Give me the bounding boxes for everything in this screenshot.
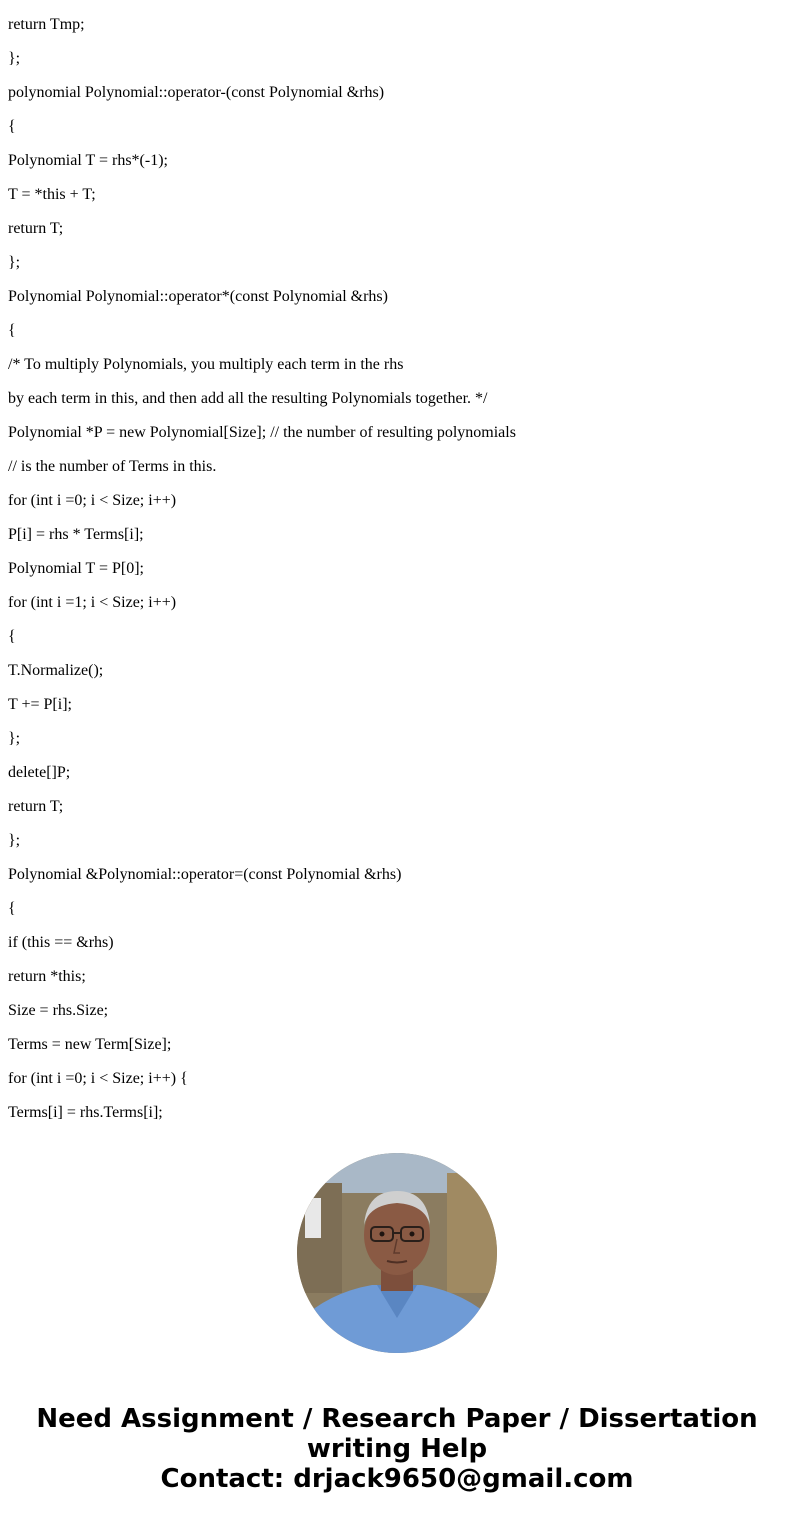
- code-line: return T;: [8, 220, 64, 237]
- code-line: Polynomial *P = new Polynomial[Size]; // the number of resulting polynomials: [8, 424, 516, 441]
- avatar: [297, 1153, 497, 1353]
- code-line: delete[]P;: [8, 764, 71, 781]
- code-line: P[i] = rhs * Terms[i];: [8, 526, 144, 543]
- code-line: {: [8, 900, 16, 917]
- code-line: // is the number of Terms in this.: [8, 458, 217, 475]
- code-listing: [8, 8, 788, 1130]
- code-line: return Tmp;: [8, 16, 85, 33]
- code-line: /* To multiply Polynomials, you multiply each term in the rhs: [8, 356, 404, 373]
- code-line: Size = rhs.Size;: [8, 1002, 109, 1019]
- footer-banner: [0, 1404, 794, 1494]
- footer-contact: Contact: drjack9650@gmail.com: [160, 1464, 634, 1494]
- code-line: Polynomial &Polynomial::operator=(const Polynomial &rhs): [8, 866, 402, 883]
- code-line: return *this;: [8, 968, 86, 985]
- code-line: {: [8, 322, 16, 339]
- footer-line-2: writing Help: [306, 1434, 488, 1464]
- code-line: Terms = new Term[Size];: [8, 1036, 172, 1053]
- code-line: T = *this + T;: [8, 186, 96, 203]
- code-line: };: [8, 730, 21, 747]
- person-portrait-icon: [297, 1153, 497, 1353]
- code-line: {: [8, 628, 16, 645]
- code-line: Polynomial Polynomial::operator*(const Polynomial &rhs): [8, 288, 388, 305]
- code-line: {: [8, 118, 16, 135]
- code-line: Polynomial T = rhs*(-1);: [8, 152, 168, 169]
- code-line: T.Normalize();: [8, 662, 104, 679]
- code-line: for (int i =0; i < Size; i++) {: [8, 1070, 188, 1087]
- code-line: for (int i =0; i < Size; i++): [8, 492, 177, 509]
- code-line: for (int i =1; i < Size; i++): [8, 594, 177, 611]
- code-line: };: [8, 254, 21, 271]
- code-line: Terms[i] = rhs.Terms[i];: [8, 1104, 163, 1121]
- code-line: polynomial Polynomial::operator-(const Polynomial &rhs): [8, 84, 385, 101]
- code-line: };: [8, 50, 21, 67]
- code-line: T += P[i];: [8, 696, 72, 713]
- code-line: Polynomial T = P[0];: [8, 560, 144, 577]
- code-line: };: [8, 832, 21, 849]
- code-line: by each term in this, and then add all the resulting Polynomials together. */: [8, 390, 488, 407]
- footer-line-1: Need Assignment / Research Paper / Dissertation: [36, 1404, 758, 1434]
- code-line: if (this == &rhs): [8, 934, 114, 951]
- code-line: return T;: [8, 798, 64, 815]
